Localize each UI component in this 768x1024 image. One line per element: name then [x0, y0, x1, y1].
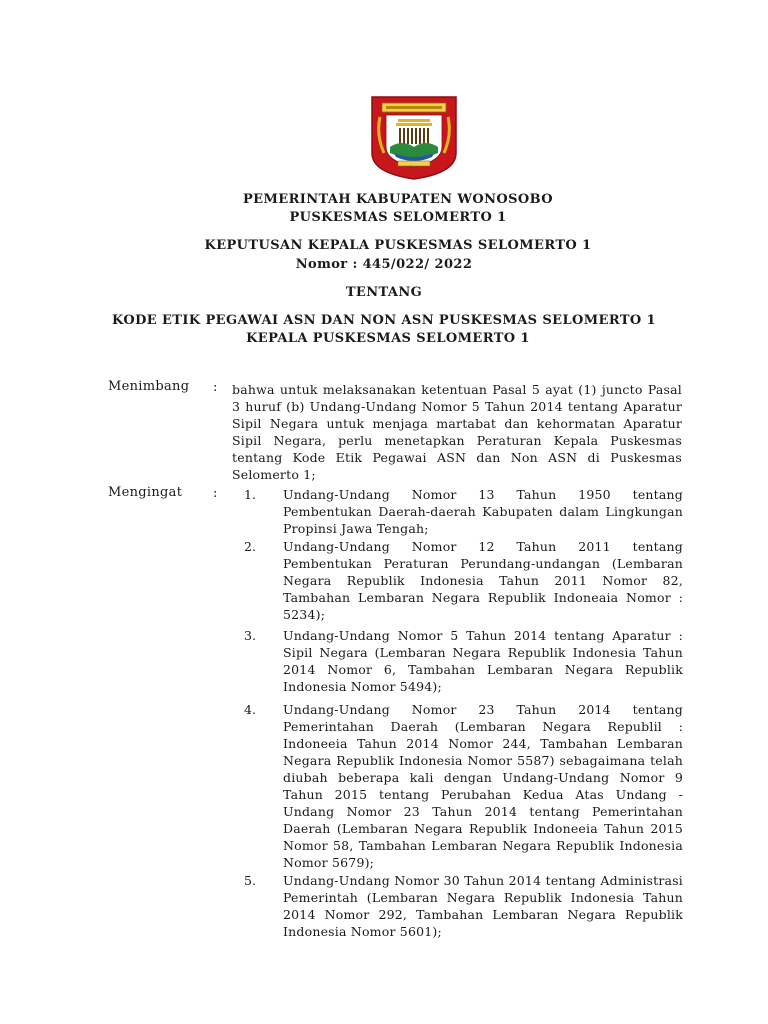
mengingat-label: Mengingat: [108, 485, 183, 500]
decree-title: KEPUTUSAN KEPALA PUSKESMAS SELOMERTO 1: [204, 238, 592, 253]
menimbang-text: bahwa untuk melaksanakan ketentuan Pasal 5 ayat (1) juncto Pasal 3 huruf (b) Undang-Undang Nomor 5 Tahun 2014 tentang Aparatur Sipil Negara untuk menjaga martabat dan kehormatan Aparatur Sipil Negara, perlu menetapkan Peraturan Kepala Puskesmas tentang Kode Etik Pegawai ASN dan Non ASN di Puskesmas Selomerto 1;: [232, 382, 682, 482]
list-item-number: 5.: [244, 873, 256, 888]
decree-subject: KODE ETIK PEGAWAI ASN DAN NON ASN PUSKESMAS SELOMERTO 1: [112, 313, 656, 328]
header-puskesmas-name: PUSKESMAS SELOMERTO 1: [289, 210, 507, 225]
decree-number: Nomor : 445/022/ 2022: [295, 257, 473, 272]
menimbang-colon: :: [213, 380, 218, 395]
list-item: Undang-Undang Nomor 5 Tahun 2014 tentang Aparatur : Sipil Negara (Lembaran Negara Republik Indonesia Tahun 2014 Nomor 6, Tambahan Lembaran Negara Republik Indonesia Nomor 5494);: [283, 628, 683, 694]
list-item: Undang-Undang Nomor 13 Tahun 1950 tentang Pembentukan Daerah-daerah Kabupaten dalam Lingkungan Propinsi Jawa Tengah;: [283, 487, 683, 536]
list-item-number: 3.: [244, 628, 256, 643]
list-item: Undang-Undang Nomor 12 Tahun 2011 tentang Pembentukan Peraturan Perundang-undangan (Lembaran Negara Republik Indonesia Tahun 2011 Nomor 82, Tambahan Lembaran Negara Republik Indoneaia Nomor : 5234);: [283, 539, 683, 622]
wonosobo-regency-coat-of-arms-icon: [370, 95, 458, 181]
decree-issuer: KEPALA PUSKESMAS SELOMERTO 1: [246, 331, 530, 346]
list-item-number: 4.: [244, 702, 256, 717]
list-item: Undang-Undang Nomor 30 Tahun 2014 tentang Administrasi Pemerintah (Lembaran Negara Republik Indonesia Tahun 2014 Nomor 292, Tambahan Lembaran Negara Republik Indonesia Nomor 5601);: [283, 873, 683, 939]
menimbang-label: Menimbang: [108, 379, 190, 394]
list-item-number: 1.: [244, 487, 256, 502]
header-government-name: PEMERINTAH KABUPATEN WONOSOBO: [243, 192, 553, 207]
list-item: Undang-Undang Nomor 23 Tahun 2014 tentang Pemerintahan Daerah (Lembaran Negara Republil : Indoneeia Tahun 2014 Nomor 244, Tambahan Lembaran Negara Republik Indonesia Nomor 5587) sebagaimana telah diubah beberapa kali dengan Undang-Undang Nomor 9 Tahun 2015 tentang Perubahan Kedua Atas Undang - Undang Nomor 23 Tahun 2014 tentang Pemerintahan Daerah (Lembaran Negara Republik Indoneeia Tahun 2015 Nomor 58, Tambahan Lembaran Negara Republik Indonesia Nomor 5679);: [283, 702, 683, 870]
list-item-number: 2.: [244, 539, 256, 554]
mengingat-colon: :: [213, 486, 218, 501]
tentang-heading: TENTANG: [345, 285, 423, 300]
